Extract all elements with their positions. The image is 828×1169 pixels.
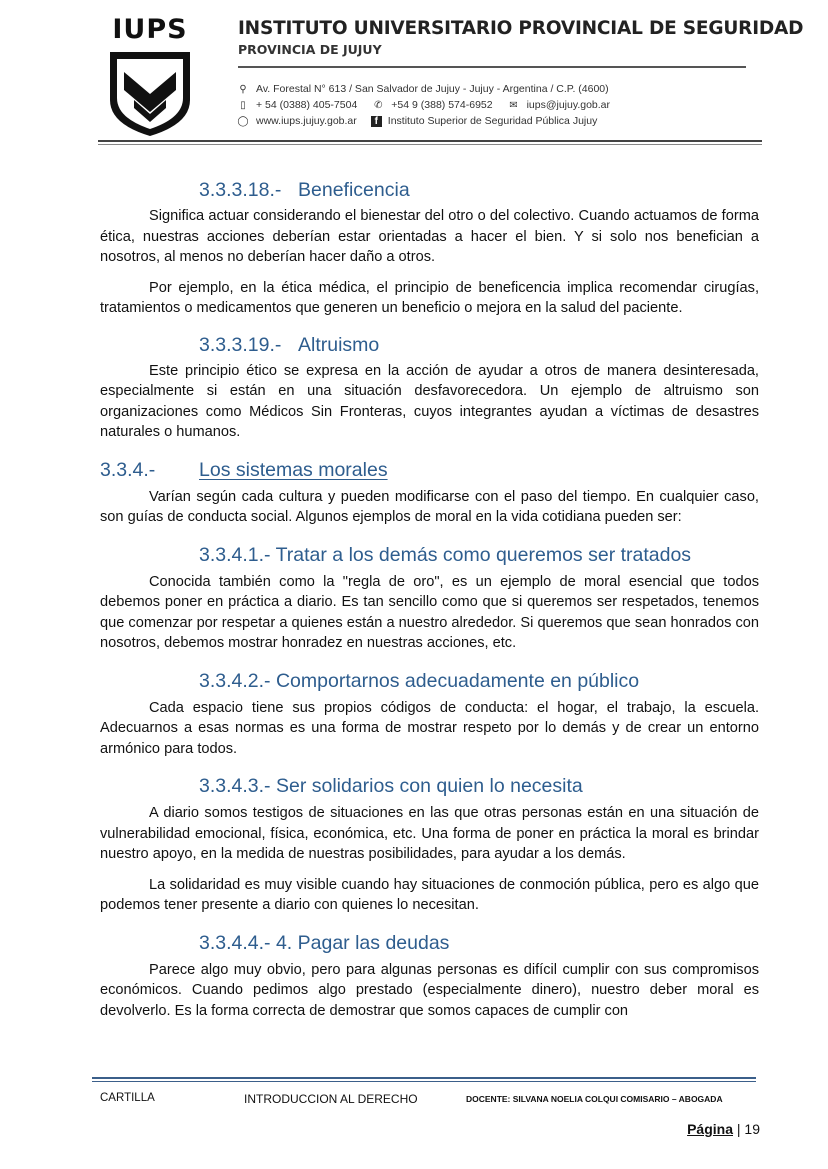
- envelope-icon: ✉: [509, 99, 518, 111]
- header-divider: [98, 140, 762, 142]
- document-body: [100, 174, 759, 1031]
- heading-altruismo: [100, 329, 759, 361]
- footer-course: INTRODUCCION AL DERECHO: [244, 1092, 418, 1106]
- paragraph: Significa actuar considerando el bienestar del otro o del colectivo. Cuando actuamos de forma ética, nuestras acciones deberían estar orientadas a hacer el bien. Y si solo nos benefician a nosotros, al menos no deberían hacer daño a otros.: [100, 208, 759, 265]
- paragraph: Parece algo muy obvio, pero para algunas personas es difícil cumplir con sus compromisos económicos. Cuando pedimos algo prestado (especialmente dinero), nuestro deber moral es devolverlo. Es la forma correcta de demostrar que somos capaces de cumplir con: [100, 961, 759, 1019]
- paragraph: Cada espacio tiene sus propios códigos de conducta: el hogar, el trabajo, la escuela. Adecuarnos a esas normas es una forma de mostrar respeto por lo demás y de crear un entorno armónico para todos.: [100, 699, 759, 757]
- footer-divider-thin: [92, 1081, 756, 1082]
- web-line: [236, 115, 597, 127]
- title-divider: [238, 66, 746, 68]
- website-link[interactable]: www.iups.jujuy.gob.ar: [256, 115, 357, 127]
- paragraph: A diario somos testigos de situaciones en las que otras personas están en una situación de vulnerabilidad emocional, física, económica, etc. Una forma de poner en práctica la moral es brindar nuestro apoyo, en la medida de nuestras posibilidades, para ayudar a los demás.: [100, 805, 759, 862]
- heading-number: 3.3.4.-: [100, 458, 156, 481]
- page-number-value: 19: [744, 1121, 760, 1137]
- whatsapp-icon: ✆: [374, 99, 383, 111]
- heading-sistemas-morales: [100, 453, 759, 487]
- page-number: [687, 1121, 760, 1137]
- institution-title: INSTITUTO UNIVERSITARIO PROVINCIAL DE SEGURIDAD: [238, 18, 804, 39]
- address-text: Av. Forestal N° 613 / San Salvador de Jujuy - Jujuy - Argentina / C.P. (4600): [256, 83, 609, 95]
- logo-text: IUPS: [112, 14, 188, 45]
- heading-title: Altruismo: [298, 333, 380, 356]
- paragraph: Varían según cada cultura y pueden modificarse con el paso del tiempo. En cualquier caso, son guías de conducta social. Algunos ejemplos de moral en la vida cotidiana pueden ser:: [100, 488, 759, 525]
- address-line: [236, 83, 609, 95]
- heading-number: 3.3.3.18.-: [199, 179, 282, 201]
- heading-comportarnos: 3.3.4.2.- Comportarnos adecuadamente en público: [199, 669, 640, 692]
- paragraph: La solidaridad es muy visible cuando hay situaciones de conmoción pública, pero es algo que podemos tener presente a diario con quienes lo necesitan.: [100, 876, 759, 913]
- paragraph: Por ejemplo, en la ética médica, el principio de beneficencia implica recomendar cirugías, tratamientos o medicamentos que generen un beneficio o mejora en la salud del paciente.: [100, 279, 759, 316]
- footer-left: CARTILLA: [100, 1092, 155, 1104]
- globe-icon: ◯: [237, 115, 249, 127]
- page-label: Página: [687, 1121, 733, 1137]
- footer-divider: [92, 1077, 756, 1079]
- shield-logo-icon: [108, 50, 192, 138]
- iups-logo: [108, 14, 192, 138]
- institution-subtitle: PROVINCIA DE JUJUY: [238, 42, 382, 57]
- header-divider-thin: [98, 144, 762, 145]
- mobile-phone-icon: ▯: [240, 99, 246, 111]
- paragraph: Conocida también como la "regla de oro", es un ejemplo de moral esencial que todos debemos poner en práctica a diario. Es tan sencillo como que si queremos ser respetados, tenemos que comenzar por respetar a quienes están a nuestro alrededor. Si queremos que sean honrados con nosotros, debemos mostrar honradez en nuestras acciones, etc.: [100, 573, 759, 651]
- whatsapp-text: +54 9 (388) 574-6952: [391, 99, 493, 111]
- heading-title: Los sistemas morales: [199, 458, 388, 481]
- facebook-icon: f: [371, 116, 382, 127]
- heading-title: Beneficencia: [298, 179, 410, 201]
- phone-line: [236, 99, 610, 111]
- heading-beneficencia: [100, 174, 759, 206]
- heading-tratar-a-los-demas: 3.3.4.1.- Tratar a los demás como queremos ser tratados: [199, 543, 692, 566]
- email-link[interactable]: iups@jujuy.gob.ar: [526, 99, 611, 111]
- facebook-text: Instituto Superior de Seguridad Pública Jujuy: [387, 115, 598, 127]
- page-separator: |: [736, 1121, 741, 1137]
- phone-text: + 54 (0388) 405-7504: [256, 99, 358, 111]
- page-header: [0, 0, 828, 150]
- heading-ser-solidarios: 3.3.4.3.- Ser solidarios con quien lo necesita: [199, 775, 583, 797]
- paragraph: Este principio ético se expresa en la acción de ayudar a otros de manera desinteresada, especialmente si están en una situación desfavorecedora. Un ejemplo de altruismo son organizaciones como Médicos Sin Fronteras, cuyos integrantes ayudan a víctimas de desastres naturales o humanos.: [100, 362, 759, 440]
- heading-pagar-las-deudas: 3.3.4.4.- 4. Pagar las deudas: [199, 931, 450, 954]
- heading-number: 3.3.3.19.-: [199, 333, 282, 356]
- footer-teacher: DOCENTE: SILVANA NOELIA COLQUI COMISARIO – ABOGADA: [466, 1094, 723, 1104]
- location-pin-icon: ⚲: [239, 83, 247, 95]
